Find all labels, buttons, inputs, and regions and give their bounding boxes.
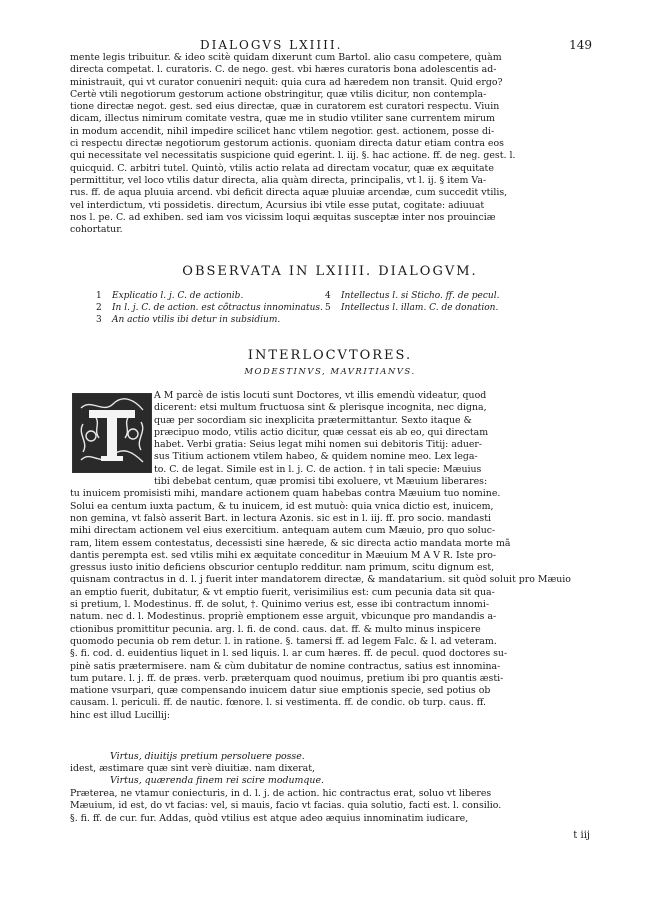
text-line: habet. Verbi gratia: Seius legat mihi nomen sui debitoris Titij: aduer- <box>154 439 483 451</box>
text-line: cohortatur. <box>70 224 123 236</box>
observata-item: 3 An actio vtilis ibi detur in subsidium. <box>96 315 281 325</box>
text-line: mente legis tribuitur. & ideo scitè quidam dixerunt cum Bartol. alio casu competere, quàm <box>70 52 502 63</box>
text-line: Solui ea centum iuxta pactum, & tu inuicem, id est mutuò: quia vnica dictio est, inuicem, <box>70 500 494 512</box>
text-line: natum. nec d. l. Modestinus. propriè emptionem esse arguit, vbicunque pro mandandis a- <box>70 611 497 623</box>
observata-item: 2 In l. j. C. de action. est cõtractus innominatus. <box>96 303 323 313</box>
text-line: mihi directam actionem vel eius exercitium. antequam autem cum Mæuio, pro quo soluc- <box>70 525 496 537</box>
top-paragraph <box>70 52 590 236</box>
verse-quote: Virtus, quærenda finem rei scire modumque. <box>110 775 324 786</box>
text-line: an emptio fuerit, dubitatur, & vt emptio fuerit, verisimilius est: cum pecunia data sit qua- <box>70 586 495 598</box>
text-line: nos l. pe. C. ad exhiben. sed iam vos vicissim loqui æquitas susceptæ inter nos prouinciæ <box>70 211 496 223</box>
text-line: tibi debebat centum, quæ promisi tibi exoluere, vt Mæuium liberares: <box>154 476 488 488</box>
observata-item: 1 Explicatio l. j. C. de actionib. <box>96 291 244 301</box>
text-line: Præterea, ne vtamur coniecturis, in d. l. j. de action. hic contractus erat, soluo vt liberes <box>70 788 492 799</box>
book-page <box>70 38 590 878</box>
dialogue-text <box>70 390 590 722</box>
speakers-line: MODESTINVS, MAVRITIANVS. <box>244 367 416 377</box>
text-line: causam. l. periculi. ff. de nautic. fœnore. l. si vestimenta. ff. de condic. ob turp. caus. ff. <box>70 697 486 709</box>
text-line: tione directæ negot. gest. sed eius directæ, quæ in curatorem est curatori respectu. Viuin <box>70 101 500 113</box>
text-line: si pretium, l. Modestinus. ff. de solut, †. Quinimo verius est, esse ibi contractum innomi- <box>70 599 489 611</box>
signature-mark: t iij <box>573 830 590 841</box>
text-line: tum putare. l. j. ff. de præs. verb. præterquam quod nouimus, pretium ibi pro quantis æsti- <box>70 672 504 684</box>
verse-quote: Virtus, diuitijs pretium persoluere posse. <box>110 751 305 762</box>
text-line: rus. ff. de aqua pluuia arcend. vbi deficit directa aquæ pluuiæ arcendæ, cum succedit vtilis, <box>70 187 508 199</box>
text-line: pinè satis prætermisere. nam & cùm dubitatur de nomine contractus, satius est innomina- <box>70 660 501 672</box>
text-line: §. fi. cod. d. euidentius liquet in l. sed liquis. l. ar cum hæres. ff. de pecul. quod doctores su- <box>70 648 508 660</box>
text-line: gressus iusto initio deficiens obscurior centuplo redditur. nam primum, scitu dignum est, <box>70 562 495 574</box>
text-line: to. C. de legat. Simile est in l. j. C. de action. † in tali specie: Mæuius <box>154 463 482 475</box>
text-line: dicerent: etsi multum fructuosa sint & plerisque incognita, nec digna, <box>154 402 487 414</box>
text-line: dantis perempta est. sed vtilis mihi ex æquitate conceditur in Mæuium M A V R. Iste pro- <box>70 549 497 561</box>
text-line: Certè vtili negotiorum gestorum actione obstringitur, quæ vtilis dicitur, non contempla- <box>70 88 487 100</box>
text-line: qui necessitate vel necessitatis suspicione quid egerint. l. iij. §. hac actione. ff. de neg. gest. l. <box>70 150 516 162</box>
observata-title: OBSERVATA IN LXIIII. DIALOGVM. <box>182 264 478 279</box>
text-line: vel interdictum, vti possidetis. directum, Acursius ibi vtile esse putat, cogitate: adiuuat <box>70 199 485 211</box>
text-line: dicam, illectus nimirum comitate vestra, quæ me in studio vtiliter sane currentem mirum <box>70 113 495 125</box>
text-line: sus Titium actionem vtilem habeo, & quidem nomine meo. Lex lega- <box>154 451 478 463</box>
observata-item: 5 Intellectus l. illam. C. de donation. <box>325 303 499 313</box>
folio-number: 149 <box>569 38 592 52</box>
text-line: quæ per socordiam sic inexplicita prætermittantur. Sexto itaque & <box>154 414 472 426</box>
text-line: in modum accendit, nihil impedire scilicet hanc vtilem negotior. gest. actionem, posse di- <box>70 125 495 137</box>
text-line: ci respectu directæ negotiorum gestorum actionis. quoniam directa datur etiam contra eos <box>70 138 504 150</box>
text-line: hinc est illud Lucillij: <box>70 709 170 721</box>
text-line: non gemina, vt falsò asserit Bart. in lectura Azonis. sic est in l. iij. ff. pro socio. mandasti <box>70 512 491 524</box>
observata-item: 4 Intellectus l. si Sticho. ff. de pecul. <box>325 291 500 301</box>
text-line: idest, æstimare quæ sint verè diuitiæ. nam dixerat, <box>70 763 315 774</box>
text-line: tu inuicem promisisti mihi, mandare actionem quam habebas contra Mæuium tuo nomine. <box>70 488 501 500</box>
running-title: DIALOGVS LXIIII. <box>200 38 343 52</box>
text-line: permittitur, vel loco vtilis datur directa, alia quàm directa, principalis, vt l. ij. § item Va- <box>70 174 487 186</box>
text-line: directa competat. l. curatoris. C. de nego. gest. vbi hæres curatoris bona adolescentis ad- <box>70 64 497 76</box>
text-line: ministrauit, qui vt curator conueniri nequit: quia cura ad hæredem non transit. Quid ergo? <box>70 76 503 88</box>
text-line: A M parcè de istis locuti sunt Doctores, vt illis emendù videatur, quod <box>154 390 487 401</box>
text-line: Mæuium, id est, do vt facias: vel, si mauis, facio vt facias. quia solutio, facti est. l. consilio. <box>70 800 502 812</box>
text-line: matione vsurpari, quæ compensando inuicem datur siue emptionis specie, sed potius ob <box>70 685 491 697</box>
closing-paragraph <box>70 788 590 825</box>
text-line: quisnam contractus in d. l. j fuerit inter mandatorem directæ, & mandatarium. sit quòd soluit pro Mæuio <box>70 574 571 586</box>
text-line: quicquid. C. arbitri tutel. Quintò, vtilis actio relata ad directam vocatur, quæ ex æquitate <box>70 162 494 174</box>
text-line: ctionibus promittitur pecunia. arg. l. fi. de cond. caus. dat. ff. & multo minus inspicere <box>70 623 481 635</box>
text-line: §. fi. ff. de cur. fur. Addas, quòd vtilius est atque adeo æquius innominatim iudicare, <box>70 812 469 824</box>
text-line: præcipuo modo, vtilis actio dicitur, quæ cessat eis ab eo, qui directam <box>154 426 489 438</box>
text-line: quomodo pecunia ob rem detur. l. in ratione. §. tamersi ff. ad legem Falc. & l. ad veteram. <box>70 635 497 647</box>
interlocutores-title: INTERLOCVTORES. <box>247 348 413 363</box>
text-line: ram, litem essem contestatus, decessisti sine hærede, & sic directa actio mandata morte mã <box>70 537 511 549</box>
